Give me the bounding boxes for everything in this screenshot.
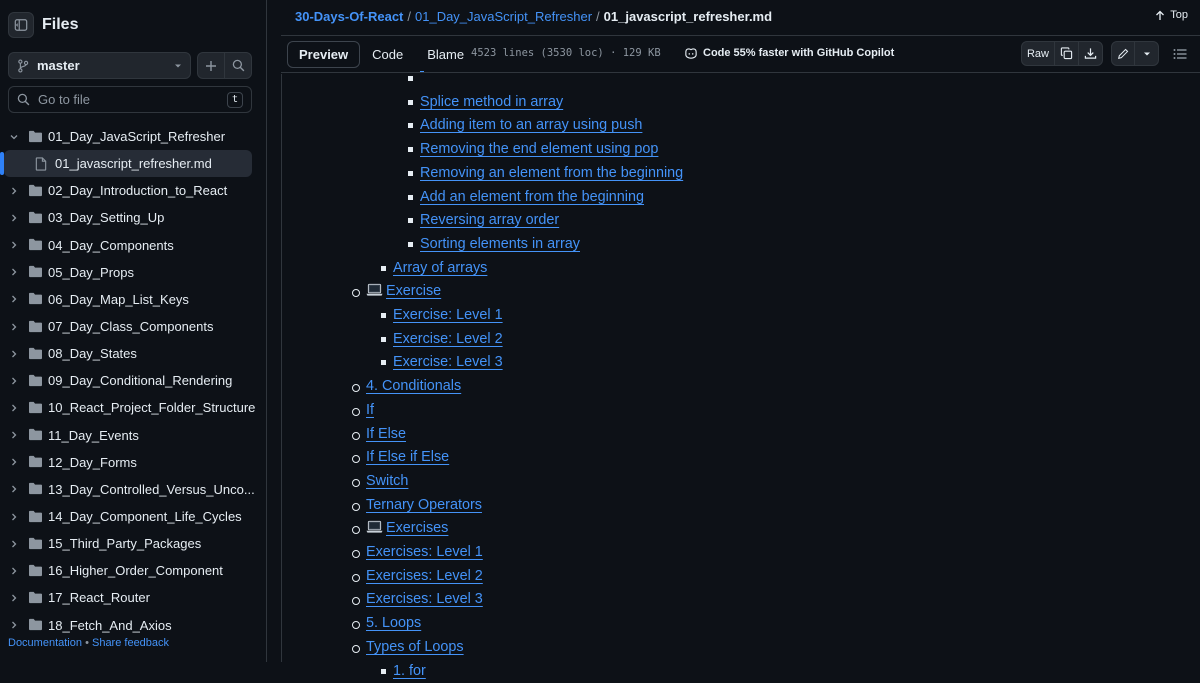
- toc-link[interactable]: Adding item to an array using push: [420, 117, 643, 134]
- toc-list-item: [366, 280, 683, 304]
- tree-folder-item[interactable]: [0, 232, 266, 259]
- file-icon: [35, 157, 47, 174]
- tab-blame[interactable]: Blame: [427, 47, 465, 62]
- toc-list-item: [393, 257, 683, 281]
- toc-link[interactable]: Exercise: Level 2: [393, 330, 503, 347]
- chevron-right-icon[interactable]: [9, 566, 19, 576]
- folder-icon: [28, 265, 43, 281]
- toc-list-item: [420, 186, 683, 210]
- sidebar-footer: [8, 637, 169, 649]
- tree-item-label: 06_Day_Map_List_Keys: [48, 291, 189, 307]
- markdown-body: [337, 67, 683, 683]
- search-files-button[interactable]: [225, 53, 251, 78]
- chevron-right-icon[interactable]: [9, 376, 19, 386]
- toc-list-item: [366, 636, 683, 660]
- toc-link[interactable]: Exercises: Level 1: [366, 544, 483, 561]
- toc-list-item: [366, 541, 683, 565]
- branch-selector[interactable]: [8, 52, 191, 79]
- tree-folder-item[interactable]: [0, 286, 266, 313]
- copy-raw-button[interactable]: [1055, 42, 1079, 65]
- tree-folder-item[interactable]: [0, 340, 266, 367]
- tree-item-label: 03_Day_Setting_Up: [48, 210, 165, 226]
- breadcrumb-current-file: 01_javascript_refresher.md: [603, 9, 773, 24]
- toc-list-item: [393, 328, 683, 352]
- tree-folder-item[interactable]: [0, 367, 266, 394]
- folder-icon: [28, 401, 43, 417]
- chevron-right-icon[interactable]: [9, 240, 19, 250]
- tree-folder-item[interactable]: [0, 422, 266, 449]
- toc-link[interactable]: Add an element from the beginning: [420, 188, 645, 205]
- chevron-down-icon[interactable]: [9, 132, 19, 142]
- partial-list-item: [420, 67, 683, 91]
- tree-item-label: 08_Day_States: [48, 346, 137, 362]
- toc-list-item: [420, 233, 683, 257]
- folder-icon: [28, 428, 43, 444]
- folder-icon: [28, 211, 43, 227]
- sidebar-actions: [197, 52, 252, 79]
- laptop-icon: [366, 520, 386, 536]
- chevron-right-icon[interactable]: [9, 539, 19, 549]
- toc-list-item: [393, 660, 683, 683]
- add-file-button[interactable]: [198, 53, 225, 78]
- toc-list-item: [420, 114, 683, 138]
- shortcut-hint: t: [227, 92, 243, 108]
- file-actions: [1021, 41, 1192, 66]
- documentation-link[interactable]: Documentation: [8, 637, 82, 649]
- toc-link[interactable]: Types of Loops: [366, 638, 464, 655]
- toc-link[interactable]: Exercise: [386, 283, 442, 300]
- chevron-right-icon[interactable]: [9, 484, 19, 494]
- search-icon: [17, 93, 30, 106]
- toc-link[interactable]: Exercises: Level 3: [366, 591, 483, 608]
- branch-row: [8, 52, 252, 79]
- toc-list-item: [366, 446, 683, 470]
- tree-item-label: 07_Day_Class_Components: [48, 319, 214, 335]
- chevron-right-icon[interactable]: [9, 593, 19, 603]
- toc-list-item: [420, 209, 683, 233]
- tree-folder-item[interactable]: [0, 530, 266, 557]
- back-to-top-label: Top: [1170, 9, 1188, 21]
- footer-separator: •: [85, 637, 89, 649]
- tree-item-label: 04_Day_Components: [48, 237, 174, 253]
- folder-icon: [28, 292, 43, 308]
- folder-icon: [28, 618, 43, 634]
- toc-list-item: [366, 423, 683, 447]
- file-info: 4523 lines (3530 loc) · 129 KB: [471, 47, 661, 59]
- raw-button[interactable]: Raw: [1022, 42, 1055, 65]
- toc-list-item: [393, 304, 683, 328]
- toc-list-item: [366, 517, 683, 541]
- chevron-right-icon[interactable]: [9, 322, 19, 332]
- share-feedback-link[interactable]: Share feedback: [91, 637, 170, 649]
- toc-link[interactable]: Reversing array order: [420, 212, 560, 229]
- tree-item-label: 11_Day_Events: [48, 427, 139, 443]
- sidebar-panel-icon: [14, 18, 28, 32]
- file-sidebar: [0, 0, 267, 662]
- toc-link[interactable]: 4. Conditionals: [366, 378, 462, 395]
- tree-file-item[interactable]: [4, 150, 252, 177]
- breadcrumb: [295, 9, 772, 24]
- tab-code[interactable]: Code: [372, 47, 404, 62]
- download-icon: [1084, 47, 1097, 60]
- copilot-promo[interactable]: [684, 47, 894, 59]
- copy-icon: [1060, 47, 1073, 60]
- tree-folder-item[interactable]: [0, 204, 266, 231]
- tree-folder-item[interactable]: [0, 259, 266, 286]
- chevron-right-icon[interactable]: [9, 186, 19, 196]
- folder-icon: [28, 238, 43, 254]
- file-tree: [0, 123, 266, 639]
- toc-list-item: [366, 588, 683, 612]
- tree-item-label: 14_Day_Component_Life_Cycles: [48, 509, 242, 525]
- folder-icon: [28, 591, 43, 607]
- tree-item-label: 12_Day_Forms: [48, 454, 137, 470]
- tree-folder-item[interactable]: [0, 394, 266, 421]
- toc-list-item: [366, 494, 683, 518]
- raw-actions-group: [1021, 41, 1103, 66]
- tree-item-label: 17_React_Router: [48, 590, 150, 606]
- chevron-right-icon[interactable]: [9, 267, 19, 277]
- branch-icon: [17, 59, 29, 73]
- go-to-file-field[interactable]: [8, 86, 252, 113]
- tree-folder-item[interactable]: [0, 313, 266, 340]
- chevron-right-icon[interactable]: [9, 294, 19, 304]
- toc-link[interactable]: Exercise: Level 1: [393, 307, 503, 324]
- toc-list-item: [420, 91, 683, 115]
- folder-icon: [28, 537, 43, 553]
- folder-icon: [28, 347, 43, 363]
- tree-item-label: 18_Fetch_And_Axios: [48, 617, 172, 633]
- toc-list-item: [393, 351, 683, 375]
- tree-item-label: 15_Third_Party_Packages: [48, 536, 202, 552]
- toc-link[interactable]: Exercises: Level 2: [366, 567, 483, 584]
- tree-folder-item[interactable]: [0, 449, 266, 476]
- collapse-sidebar-button[interactable]: [8, 12, 34, 38]
- tree-item-label: 05_Day_Props: [48, 264, 134, 280]
- folder-icon: [28, 455, 43, 471]
- tree-item-label: 01_Day_JavaScript_Refresher: [48, 129, 226, 145]
- toc-link[interactable]: Ternary Operators: [366, 496, 482, 513]
- file-view: [281, 0, 1200, 679]
- toc-link[interactable]: Removing an element from the beginning: [420, 164, 684, 181]
- tree-item-label: 13_Day_Controlled_Versus_Unco...: [48, 481, 255, 497]
- arrow-up-icon: [1155, 10, 1165, 21]
- tree-folder-item[interactable]: [0, 177, 266, 204]
- tab-preview[interactable]: Preview: [287, 41, 360, 68]
- search-icon: [232, 59, 245, 72]
- toc-list-item: [420, 138, 683, 162]
- toc-list-item: [366, 612, 683, 636]
- chevron-right-icon[interactable]: [9, 620, 19, 630]
- toc-link[interactable]: If Else if Else: [366, 449, 450, 466]
- toc-list-item: [366, 399, 683, 423]
- edit-actions-group: [1111, 41, 1159, 66]
- branch-name: master: [37, 58, 80, 73]
- tree-folder-item[interactable]: [0, 612, 266, 639]
- toc-link[interactable]: Splice method in array: [420, 93, 564, 110]
- toc-list-item: [420, 162, 683, 186]
- tree-item-label: 16_Higher_Order_Component: [48, 563, 223, 579]
- sidebar-title: Files: [42, 16, 79, 33]
- markdown-viewport: [281, 74, 1200, 679]
- caret-down-icon: [1143, 50, 1151, 58]
- breadcrumb-separator: /: [596, 9, 600, 24]
- back-to-top-button[interactable]: [1155, 9, 1188, 21]
- folder-icon: [28, 510, 43, 526]
- go-to-file-input[interactable]: [38, 92, 227, 107]
- folder-icon: [28, 482, 43, 498]
- breadcrumb-separator: /: [407, 9, 411, 24]
- chevron-right-icon[interactable]: [9, 349, 19, 359]
- toc-link[interactable]: Sorting elements in array: [420, 235, 580, 252]
- toc-link[interactable]: [420, 53, 544, 77]
- copilot-icon: [684, 47, 698, 59]
- tree-item-label: 10_React_Project_Folder_Structure: [48, 400, 256, 416]
- outline-button[interactable]: [1167, 41, 1192, 66]
- folder-icon: [28, 184, 43, 200]
- toc-list-item: [366, 470, 683, 494]
- tree-item-label: 01_javascript_refresher.md: [55, 156, 212, 172]
- laptop-icon: [366, 283, 386, 299]
- caret-down-icon: [174, 62, 182, 70]
- tree-folder-item[interactable]: [0, 476, 266, 503]
- breadcrumb-repo-link[interactable]: 30-Days-Of-React: [295, 9, 404, 24]
- list-icon: [1173, 48, 1187, 60]
- toc-link[interactable]: If: [366, 401, 374, 418]
- tree-item-label: 02_Day_Introduction_to_React: [48, 183, 228, 199]
- toc-link[interactable]: Removing the end element using pop: [420, 141, 659, 158]
- chevron-right-icon[interactable]: [9, 430, 19, 440]
- folder-icon: [28, 374, 43, 390]
- toc-link[interactable]: 5. Loops: [366, 615, 422, 632]
- toc-list-item: [366, 565, 683, 589]
- toc-link[interactable]: Exercise: Level 3: [393, 354, 503, 371]
- breadcrumb-folder-link[interactable]: 01_Day_JavaScript_Refresher: [415, 9, 593, 24]
- chevron-right-icon[interactable]: [9, 512, 19, 522]
- tree-folder-item[interactable]: [0, 123, 266, 150]
- edit-file-button[interactable]: [1112, 42, 1135, 65]
- edit-options-button[interactable]: [1135, 42, 1158, 65]
- toc-list-item: [366, 375, 683, 399]
- tree-folder-item[interactable]: [0, 557, 266, 584]
- toc-link[interactable]: Array of arrays: [393, 259, 488, 276]
- folder-open-icon: [28, 130, 43, 146]
- copilot-promo-label: Code 55% faster with GitHub Copilot: [703, 47, 895, 59]
- pencil-icon: [1117, 48, 1129, 60]
- toc-link[interactable]: If Else: [366, 425, 406, 442]
- toc-link[interactable]: Switch: [366, 472, 409, 489]
- folder-icon: [28, 564, 43, 580]
- toc-link[interactable]: Exercises: [386, 520, 449, 537]
- chevron-right-icon[interactable]: [9, 457, 19, 467]
- tree-folder-item[interactable]: [0, 503, 266, 530]
- folder-icon: [28, 320, 43, 336]
- chevron-right-icon[interactable]: [9, 403, 19, 413]
- tree-item-label: 09_Day_Conditional_Rendering: [48, 373, 233, 389]
- sidebar-header: [8, 12, 78, 38]
- chevron-right-icon[interactable]: [9, 213, 19, 223]
- download-button[interactable]: [1079, 42, 1102, 65]
- plus-icon: [205, 60, 217, 72]
- toc-link[interactable]: 1. for: [393, 662, 426, 679]
- tree-folder-item[interactable]: [0, 584, 266, 611]
